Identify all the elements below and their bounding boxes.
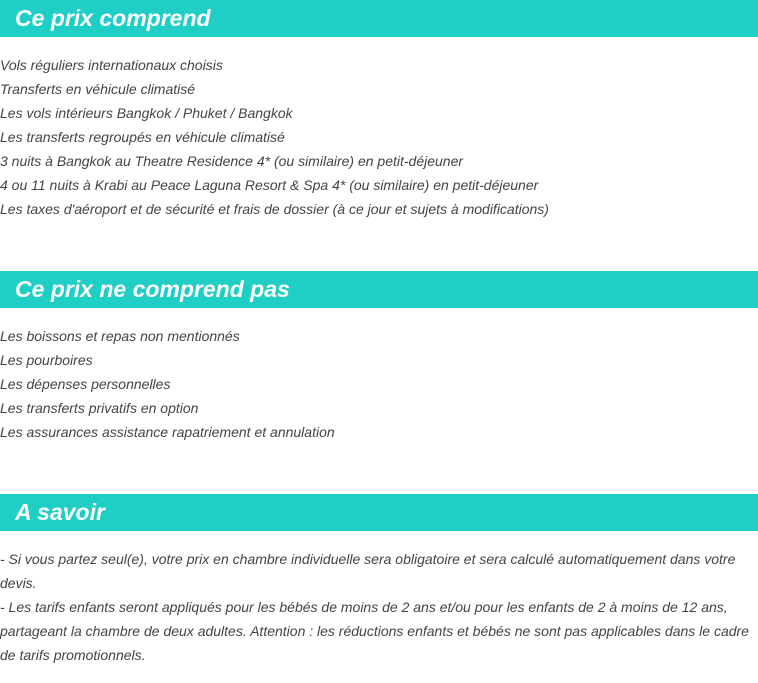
excluded-item: Les assurances assistance rapatriement et annulation bbox=[0, 424, 335, 440]
excluded-section-header bbox=[0, 271, 758, 308]
excluded-item: Les transferts privatifs en option bbox=[0, 400, 199, 416]
good-to-know-section-title: A savoir bbox=[15, 499, 105, 525]
included-item: Vols réguliers internationaux choisis bbox=[0, 57, 223, 73]
single-traveler-note: - Si vous partez seul(e), votre prix en chambre individuelle sera obligatoire et sera calculé automatiquement dans votre devis. bbox=[0, 551, 736, 591]
included-item: Transferts en véhicule climatisé bbox=[0, 81, 196, 97]
included-item: Les taxes d'aéroport et de sécurité et frais de dossier (à ce jour et sujets à modifications) bbox=[0, 201, 549, 217]
included-item: Les vols intérieurs Bangkok / Phuket / Bangkok bbox=[0, 105, 293, 121]
good-to-know-section-header bbox=[0, 494, 758, 531]
included-section-header bbox=[0, 0, 758, 37]
included-item: 3 nuits à Bangkok au Theatre Residence 4* (ou similaire) en petit-déjeuner bbox=[0, 153, 464, 169]
excluded-item: Les pourboires bbox=[0, 352, 93, 368]
included-section-title: Ce prix comprend bbox=[15, 5, 211, 31]
included-items-list bbox=[0, 53, 758, 221]
excluded-item: Les boissons et repas non mentionnés bbox=[0, 328, 240, 344]
excluded-items-list bbox=[0, 324, 758, 444]
children-rates-note: - Les tarifs enfants seront appliqués pour les bébés de moins de 2 ans et/ou pour les enfants de 2 à moins de 12 ans, partageant la chambre de deux adultes. Attention : les réductions enfants et bébés ne sont pas applicables dans le cadre de tarifs promotionnels. bbox=[0, 599, 749, 663]
excluded-section-title: Ce prix ne comprend pas bbox=[15, 276, 290, 302]
included-item: Les transferts regroupés en véhicule climatisé bbox=[0, 129, 285, 145]
good-to-know-notes bbox=[0, 547, 752, 667]
excluded-item: Les dépenses personnelles bbox=[0, 376, 171, 392]
included-item: 4 ou 11 nuits à Krabi au Peace Laguna Resort & Spa 4* (ou similaire) en petit-déjeuner bbox=[0, 177, 539, 193]
